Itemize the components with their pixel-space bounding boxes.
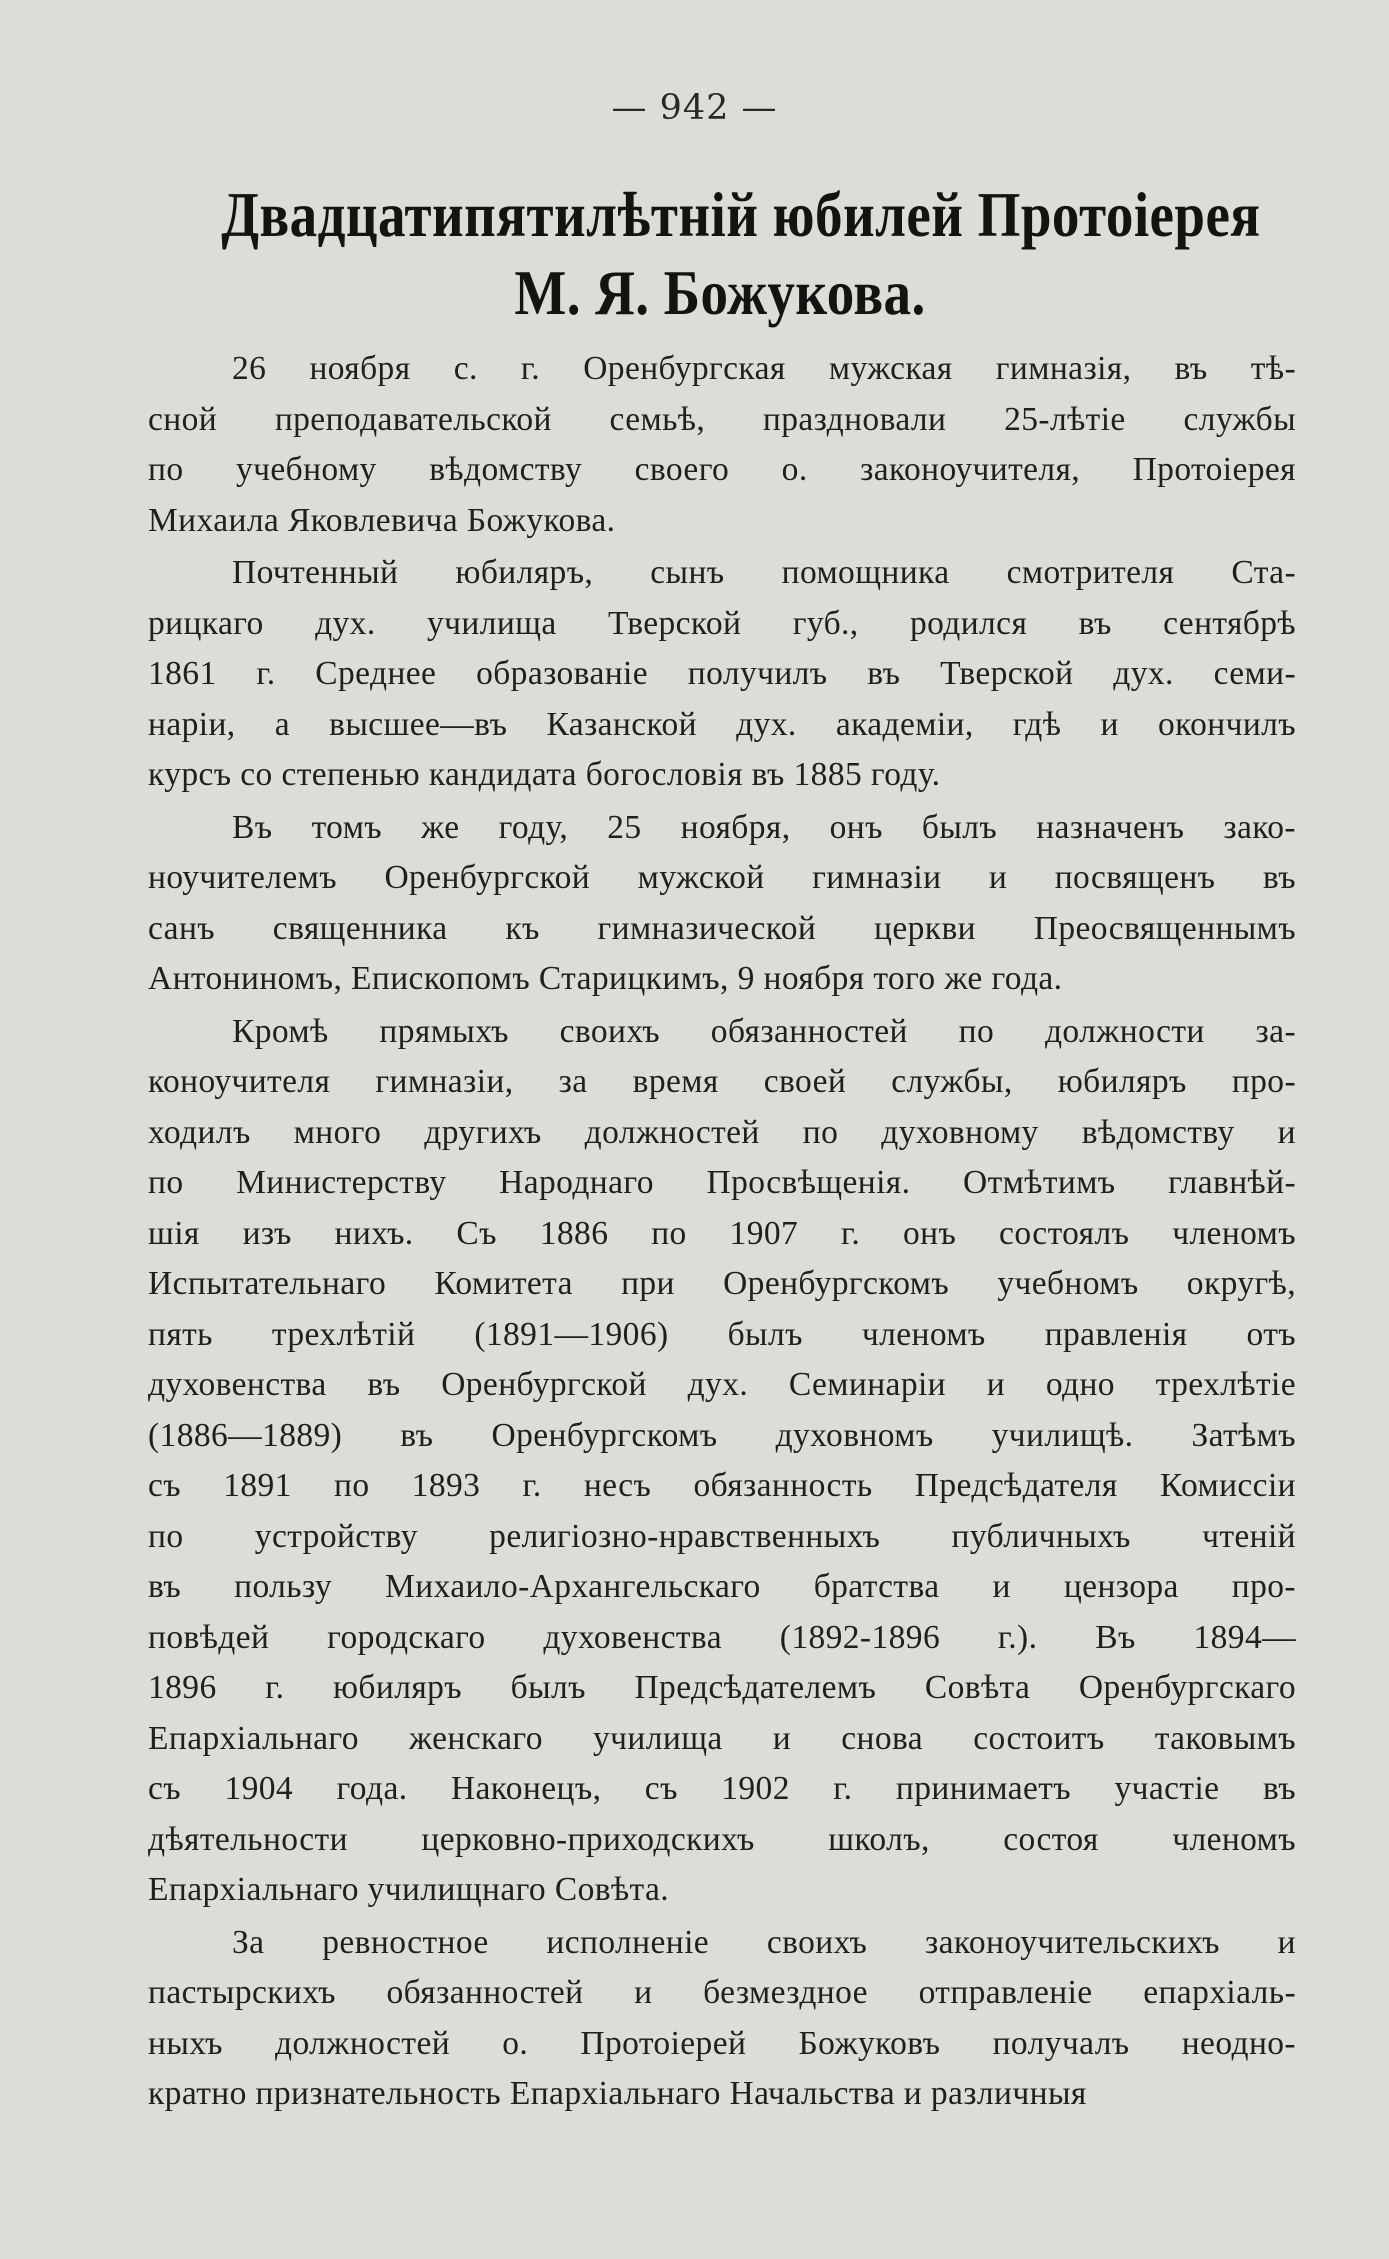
text-line: духовенства въ Оренбургской дух. Семинаріи и одно трехлѣтіе [148, 1366, 1296, 1403]
text-line: 1861 г. Среднее образованіе получилъ въ Тверской дух. семи- [148, 655, 1296, 692]
text-line: Антониномъ, Епископомъ Старицкимъ, 9 ноября того же года. [148, 960, 1063, 997]
paragraph [148, 548, 1296, 801]
text-line: наріи, а высшее—въ Казанской дух. академіи, гдѣ и окончилъ [148, 705, 1296, 743]
text-line: Испытательнаго Комитета при Оренбургскомъ учебномъ округѣ, [148, 1265, 1296, 1302]
page-number: — 942 — [611, 88, 778, 128]
text-line: ноучителемъ Оренбургской мужской гимназіи и посвященъ въ [148, 859, 1296, 896]
text-line: Епархіальнаго женскаго училища и снова состоитъ таковымъ [148, 1719, 1296, 1757]
text-line: съ 1904 года. Наконецъ, съ 1902 г. принимаетъ участіе въ [148, 1770, 1296, 1807]
text-line: дѣятельности церковно-приходскихъ школъ, состоя членомъ [148, 1820, 1296, 1858]
text-line: по учебному вѣдомству своего о. законоучителя, Протоіерея [148, 451, 1296, 488]
text-line: съ 1891 по 1893 г. несъ обязанность Предсѣдателя Комиссіи [148, 1467, 1296, 1504]
text-line: (1886—1889) въ Оренбургскомъ духовномъ училищѣ. Затѣмъ [148, 1416, 1296, 1454]
text-line: Въ томъ же году, 25 ноября, онъ былъ назначенъ зако- [232, 808, 1296, 846]
text-line: санъ священника къ гимназической церкви Преосвященнымъ [148, 909, 1296, 947]
text-line: Михаила Яковлевича Божукова. [148, 501, 616, 539]
text-line: въ пользу Михаило-Архангельскаго братства и цензора про- [148, 1568, 1296, 1605]
text-line: ныхъ должностей о. Протоіерей Божуковъ получалъ неодно- [148, 2024, 1296, 2062]
article-title [221, 176, 1261, 332]
paragraph [148, 1918, 1296, 2120]
article-body [148, 344, 1296, 2122]
text-line: За ревностное исполненіе своихъ законоучительскихъ и [232, 1923, 1296, 1961]
text-line: коноучителя гимназіи, за время своей службы, юбиляръ про- [148, 1063, 1296, 1100]
paragraph [148, 1007, 1296, 1916]
text-line: курсъ со степенью кандидата богословія въ 1885 году. [148, 756, 941, 793]
paragraph [148, 803, 1296, 1005]
text-line: Кромѣ прямыхъ своихъ обязанностей по должности за- [232, 1012, 1296, 1050]
text-line: шія изъ нихъ. Съ 1886 по 1907 г. онъ состоялъ членомъ [148, 1214, 1296, 1252]
text-line: по устройству религіозно-нравственныхъ публичныхъ чтеній [148, 1517, 1296, 1555]
title-line-1: Двадцатипятилѣтній юбилей Протоіерея [221, 179, 1261, 250]
text-line: Епархіальнаго училищнаго Совѣта. [148, 1871, 670, 1908]
text-line: 26 ноября с. г. Оренбургская мужская гимназія, въ тѣ- [232, 350, 1296, 387]
title-line-2: М. Я. Божукова. [514, 257, 926, 328]
text-line: сной преподавательской семьѣ, праздновали 25-лѣтіе службы [148, 400, 1296, 438]
text-line: пять трехлѣтій (1891—1906) былъ членомъ правленія отъ [148, 1315, 1296, 1353]
text-line: кратно признательность Епархіальнаго Начальства и различныя [148, 2075, 1087, 2112]
text-line: 1896 г. юбиляръ былъ Предсѣдателемъ Совѣта Оренбургскаго [148, 1669, 1296, 1706]
paragraph [148, 344, 1296, 546]
text-line: рицкаго дух. училища Тверской губ., родился въ сентябрѣ [148, 604, 1296, 642]
text-line: повѣдей городскаго духовенства (1892-1896 г.). Въ 1894— [148, 1618, 1296, 1656]
text-line: Почтенный юбиляръ, сынъ помощника смотрителя Ста- [232, 554, 1296, 591]
text-line: ходилъ много другихъ должностей по духовному вѣдомству и [148, 1113, 1296, 1151]
text-line: пастырскихъ обязанностей и безмездное отправленіе епархіаль- [148, 1974, 1296, 2011]
text-line: по Министерству Народнаго Просвѣщенія. Отмѣтимъ главнѣй- [148, 1164, 1296, 1201]
